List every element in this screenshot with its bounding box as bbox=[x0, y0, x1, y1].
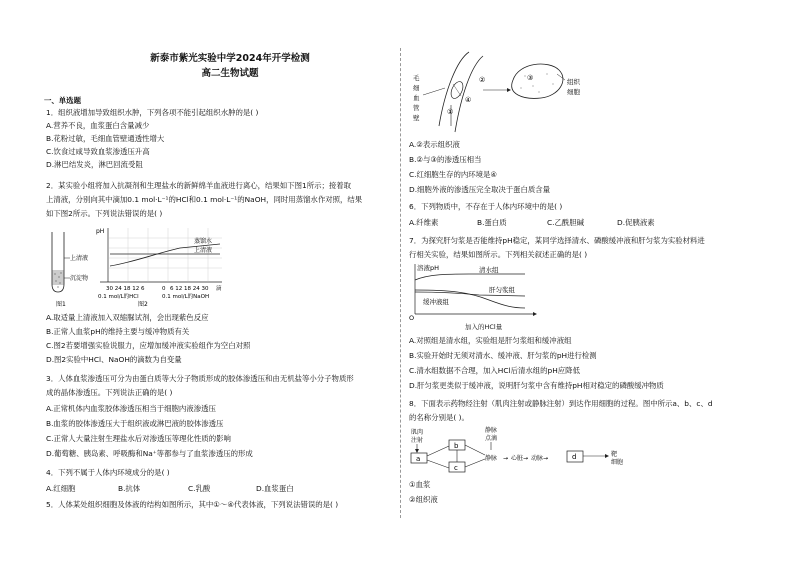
q2-option-a[interactable]: A.取适量上清液加入双缩脲试剂，会出现紫色反应 bbox=[46, 313, 209, 322]
q1-option-c[interactable]: C.饮食过咸导致血浆渗透压升高 bbox=[46, 147, 150, 156]
x-tick-zero: 0 bbox=[162, 286, 166, 292]
buffer-group-label: 缓冲液组 bbox=[423, 298, 449, 306]
q7-option-b[interactable]: B.实验开始时无须对清水、缓冲液、肝匀浆的pH进行检测 bbox=[409, 351, 597, 360]
vessel-label-4: 管 bbox=[413, 104, 420, 112]
precipitate-label: 沉淀物 bbox=[70, 275, 89, 282]
q1-option-d[interactable]: D.淋巴结发炎，淋巴回流受阻 bbox=[46, 160, 143, 169]
x-ticks-right: 6 12 18 24 30 bbox=[170, 286, 209, 292]
q7-figure bbox=[409, 262, 539, 322]
x-label-left: 0.1 mol/L的HCl bbox=[98, 294, 139, 300]
vessel-label-1: 毛 bbox=[413, 74, 420, 82]
tissue-label-1: 组织 bbox=[567, 78, 580, 86]
label-n1: ① bbox=[447, 108, 454, 116]
node-c-label: c bbox=[454, 464, 458, 472]
target-label-2: 细胞 bbox=[611, 459, 624, 466]
water-group-label: 清水组 bbox=[479, 266, 499, 274]
q2-figure bbox=[44, 224, 244, 310]
x-unit: 滴 bbox=[216, 286, 222, 292]
q7-option-d[interactable]: D.肝匀浆更类似于缓冲液，说明肝匀浆中含有维持pH相对稳定的磷酸缓冲物质 bbox=[409, 381, 664, 390]
q7-stem-2: 行相关实验，结果如图所示。下列相关叙述正确的是( ) bbox=[409, 250, 588, 259]
q7-x-label: 加入的HCl量 bbox=[465, 323, 503, 331]
exam-title bbox=[120, 52, 340, 81]
node-b-label: b bbox=[454, 442, 459, 450]
test-tube-icon bbox=[52, 232, 64, 292]
q7-stem-1: 7．为探究肝匀浆是否能维持pH稳定，某同学选择清水、磷酸缓冲液和肝匀浆为实验材料进 bbox=[409, 236, 705, 245]
school-title: 新泰市紫光实验中学2024年开学检测 bbox=[150, 53, 310, 64]
q3-stem-2: 成的晶体渗透压。下列说法正确的是( ) bbox=[46, 388, 173, 397]
iv-label-2: 点滴 bbox=[485, 435, 498, 442]
q6-stem: 6．下列物质中，不存在于人体内环境中的是( ) bbox=[409, 202, 563, 211]
label-n2: ② bbox=[479, 76, 486, 84]
q2-stem-3: 如下图2所示。下列说法错误的是( ) bbox=[46, 209, 163, 218]
im-label-2: 注射 bbox=[411, 437, 424, 444]
tissue-label-2: 细胞 bbox=[567, 88, 580, 96]
liver-group-label: 肝匀浆组 bbox=[489, 286, 515, 294]
q1-option-b[interactable]: B.花粉过敏，毛细血管壁通透性增大 bbox=[46, 134, 165, 143]
fig1-label: 图1 bbox=[56, 301, 66, 308]
q5-figure bbox=[409, 50, 609, 136]
x-ticks-left: 30 24 18 12 6 bbox=[106, 286, 145, 292]
q5-stem: 5．人体某处组织细胞及体液的结构如图所示，其中①～④代表体液，下列说法错误的是( ) bbox=[46, 500, 339, 509]
x-label-right: 0.1 mol/L的NaOH bbox=[162, 294, 210, 300]
q4-option-b[interactable]: B.抗体 bbox=[118, 484, 141, 493]
vessel-label-3: 血 bbox=[413, 94, 420, 102]
vessel-label-5: 壁 bbox=[413, 114, 420, 122]
fig2-label: 图2 bbox=[138, 301, 148, 308]
q8-stem-1: 8．下面表示药物经注射（肌肉注射或静脉注射）到达作用细胞的过程。图中所示a、b、c、d bbox=[409, 399, 713, 408]
q3-option-c[interactable]: C.正常人大量注射生理盐水后对渗透压等理化性质的影响 bbox=[46, 434, 231, 443]
q2-y-label: pH bbox=[96, 228, 105, 235]
heart-label: 心脏 bbox=[511, 455, 524, 462]
q2-stem-2: 上清液，分别向其中滴加0.1 mol·L⁻¹的HCl和0.1 mol·L⁻¹的NaOH，同时用蒸馏水作对照，结果 bbox=[46, 195, 363, 204]
q4-option-c[interactable]: C.乳酸 bbox=[188, 484, 211, 493]
q2-stem-1: 2．某实验小组将加入抗凝剂和生理盐水的新鲜绵羊血液进行离心，结果如下图1所示；接着取 bbox=[46, 181, 352, 190]
q1-stem: 1．组织液增加导致组织水肿，下列各项不能引起组织水肿的是( ) bbox=[46, 108, 259, 117]
q1-option-a[interactable]: A.营养不良，血浆蛋白含量减少 bbox=[46, 121, 150, 130]
q6-option-a[interactable]: A.纤维素 bbox=[409, 218, 439, 227]
node-a-label: a bbox=[416, 455, 421, 463]
q7-origin: O bbox=[409, 314, 415, 322]
q2-option-b[interactable]: B.正常人血浆pH的维持主要与缓冲物质有关 bbox=[46, 327, 190, 336]
q4-option-d[interactable]: D.血浆蛋白 bbox=[256, 484, 294, 493]
q7-y-label: 溶液pH bbox=[417, 264, 440, 272]
node-d-label: d bbox=[572, 453, 577, 461]
q5-option-a[interactable]: A.②表示组织液 bbox=[409, 140, 460, 149]
subject-title: 高二生物试题 bbox=[201, 67, 259, 79]
q3-stem-1: 3．人体血浆渗透压可分为由蛋白质等大分子物质形成的胶体渗透压和由无机盐等小分子物质形 bbox=[46, 374, 354, 383]
q7-option-a[interactable]: A.对照组是清水组，实验组是肝匀浆组和缓冲液组 bbox=[409, 336, 572, 345]
vessel-label-2: 细 bbox=[413, 84, 420, 92]
section-heading: 一、单选题 bbox=[44, 96, 81, 105]
target-label-1: 靶 bbox=[611, 451, 618, 458]
q7-option-c[interactable]: C.清水组数据不合理，加入HCl后清水组的pH应降低 bbox=[409, 366, 580, 375]
water-group-line bbox=[415, 274, 525, 280]
q8-stem-2: 的名称分别是( )。 bbox=[409, 413, 469, 422]
q5-option-c[interactable]: C.红细胞生存的内环境是④ bbox=[409, 170, 498, 179]
vein-label: 静脉 bbox=[485, 455, 498, 462]
im-label-1: 肌肉 bbox=[411, 429, 424, 436]
iv-label-1: 静脉 bbox=[485, 427, 498, 434]
q6-option-c[interactable]: C.乙酰胆碱 bbox=[547, 218, 585, 227]
q8-item-1: ①血浆 bbox=[409, 480, 431, 489]
tissue-cell-icon bbox=[512, 64, 563, 98]
column-divider bbox=[400, 48, 401, 518]
q2-option-d[interactable]: D.图2实验中HCl、NaOH的滴数为自变量 bbox=[46, 355, 182, 364]
supernatant-label: 上清液 bbox=[70, 255, 89, 262]
arrow-2: → bbox=[523, 455, 529, 462]
supernatant-line-label: 上清液 bbox=[194, 247, 213, 254]
label-n4: ④ bbox=[465, 96, 472, 104]
q4-stem: 4．下列不属于人体内环境成分的是( ) bbox=[46, 468, 170, 477]
q3-option-d[interactable]: D.葡萄糖、胰岛素、呼吸酶和Na⁺等都参与了血浆渗透压的形成 bbox=[46, 449, 253, 458]
q3-option-a[interactable]: A.正常机体内血浆胶体渗透压相当于细胞内液渗透压 bbox=[46, 404, 216, 413]
q3-option-b[interactable]: B.血浆的胶体渗透压大于组织液或淋巴液的胶体渗透压 bbox=[46, 419, 224, 428]
q8-flow-diagram bbox=[409, 426, 639, 476]
label-n3: ③ bbox=[527, 74, 534, 82]
q6-option-d[interactable]: D.促胰液素 bbox=[617, 218, 655, 227]
q8-item-2: ②组织液 bbox=[409, 495, 438, 504]
q4-option-a[interactable]: A.红细胞 bbox=[46, 484, 76, 493]
q2-option-c[interactable]: C.图2若要增强实验说服力，应增加缓冲液实验组作为空白对照 bbox=[46, 341, 251, 350]
artery-label: 动脉 bbox=[531, 455, 544, 462]
q6-option-b[interactable]: B.蛋白质 bbox=[477, 218, 507, 227]
arrow-1: → bbox=[503, 455, 509, 462]
water-line-label: 蒸馏水 bbox=[194, 238, 213, 245]
arrow-3: → bbox=[543, 455, 549, 462]
q5-option-b[interactable]: B.②与③的渗透压相当 bbox=[409, 155, 482, 164]
q5-option-d[interactable]: D.细胞外液的渗透压完全取决于蛋白质含量 bbox=[409, 185, 551, 194]
